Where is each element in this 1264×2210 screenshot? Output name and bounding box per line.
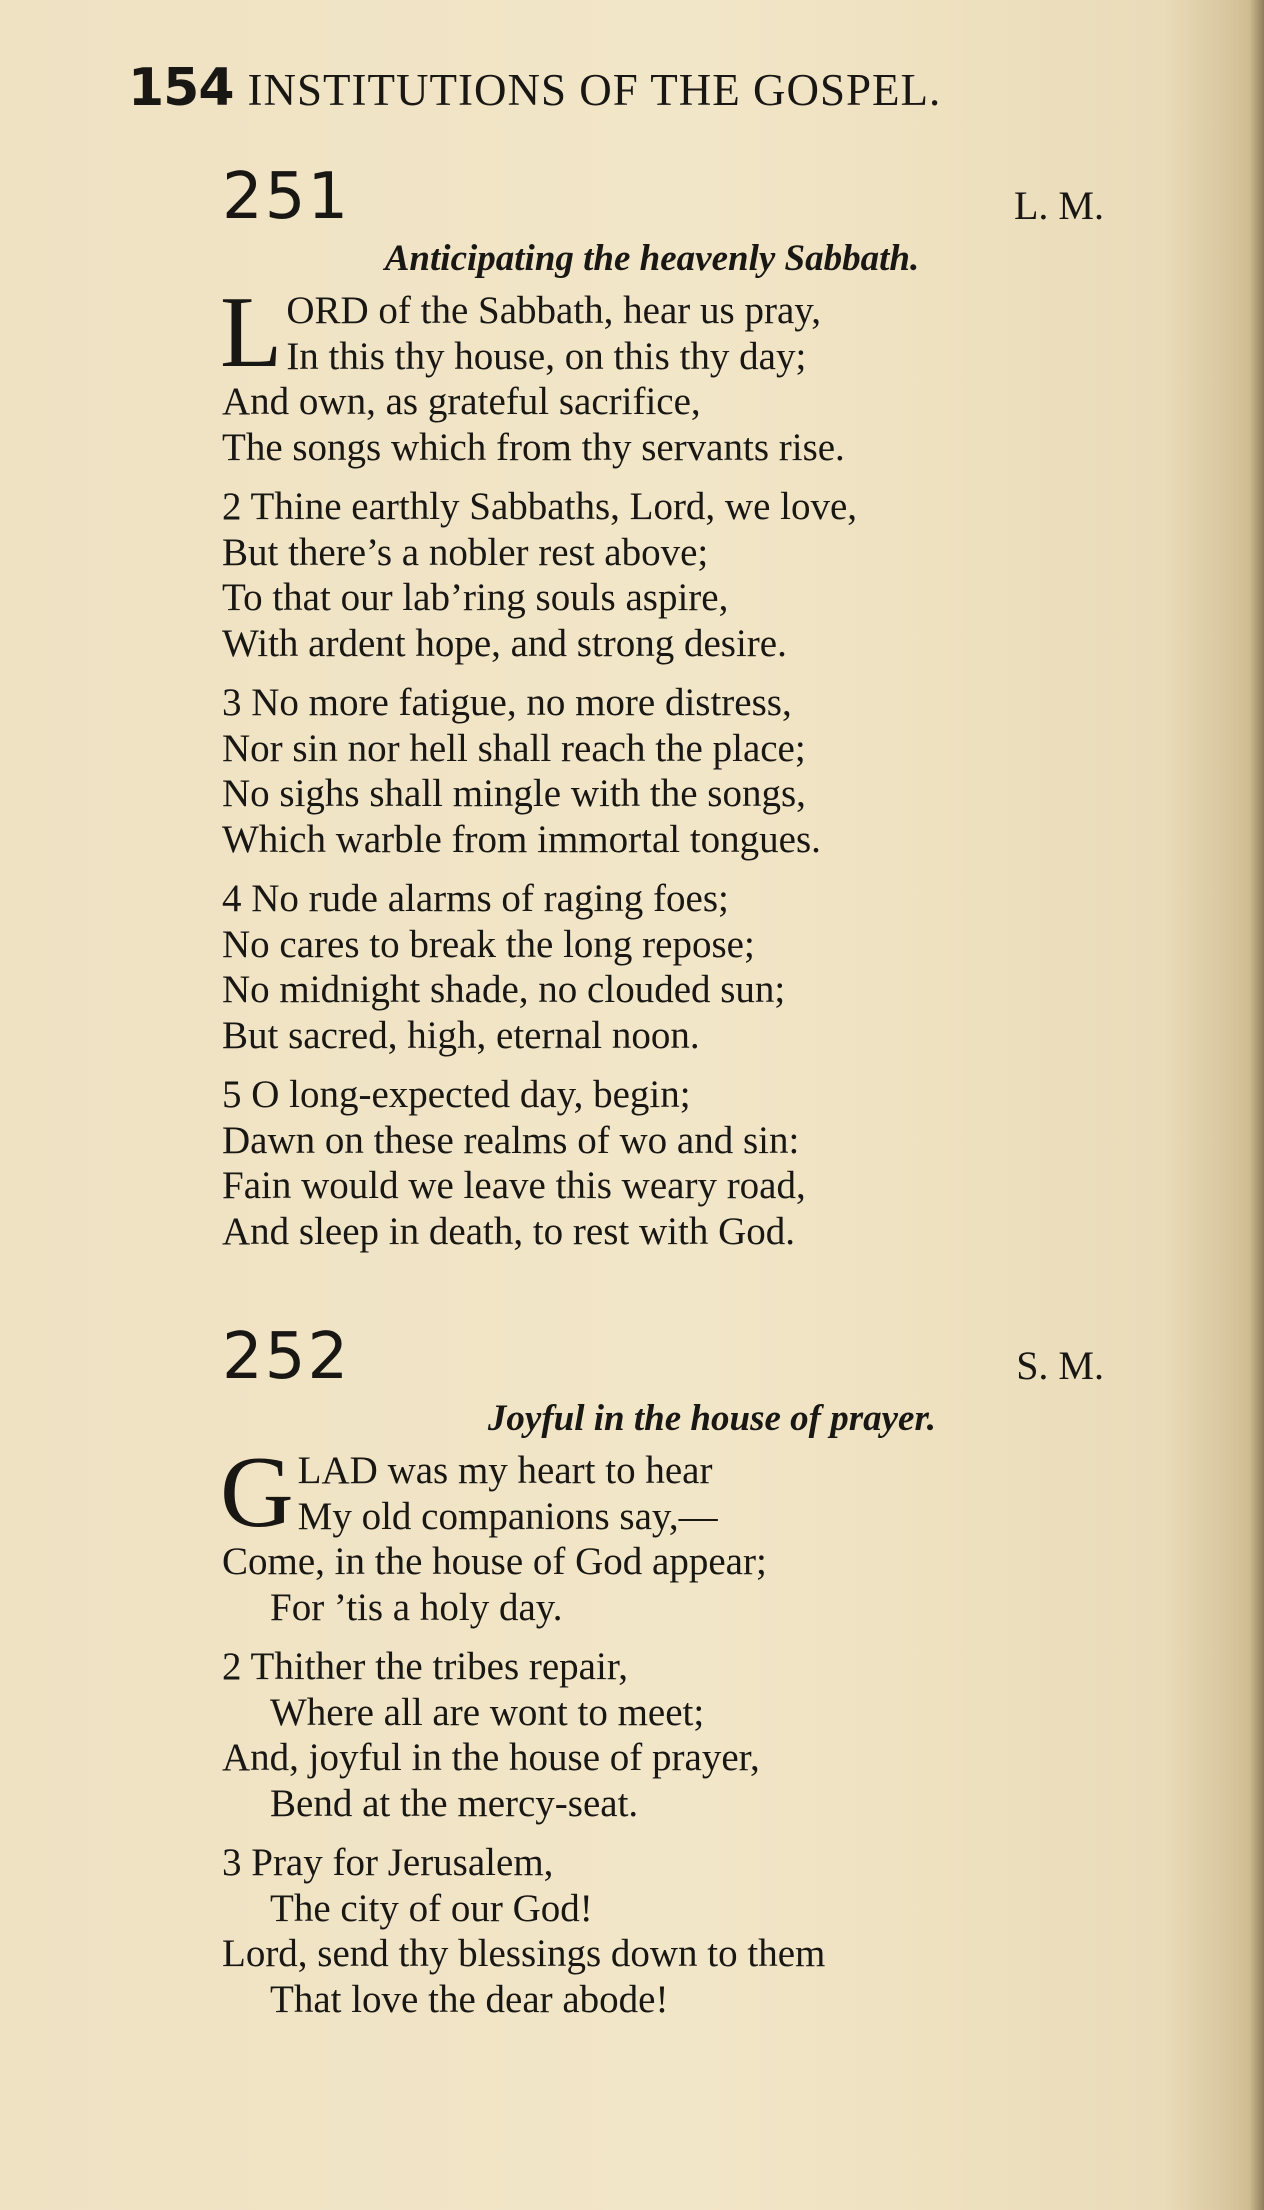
verse-line: 4 No rude alarms of raging foes;: [222, 877, 729, 920]
verse-2: [222, 1644, 1162, 1826]
verse-line: But sacred, high, eternal noon.: [222, 1013, 700, 1057]
hymn-252: [222, 1320, 1162, 2036]
verse-line: Fain would we leave this weary road,: [222, 1164, 806, 1207]
hymn-header: [222, 1320, 1162, 1396]
page-number: 154: [128, 58, 234, 118]
drop-cap: G: [220, 1436, 294, 1549]
verse-line: With ardent hope, and strong desire.: [222, 621, 787, 665]
verse-line: Bend at the mercy-seat.: [270, 1781, 639, 1825]
hymn-251: [222, 160, 1162, 1268]
verse-line: ORD of the Sabbath, hear us pray,: [286, 289, 821, 332]
verse-line: The songs which from thy servants rise.: [222, 425, 845, 469]
verse-line: In this thy house, on this thy day;: [286, 334, 807, 378]
verse-line: And own, as grateful sacrifice,: [222, 380, 701, 423]
verse-line: Lord, send thy blessings down to them: [222, 1932, 826, 1975]
verse-line: Where all are wont to meet;: [270, 1690, 705, 1734]
verse-line: And sleep in death, to rest with God.: [222, 1209, 795, 1253]
page-edge: [1250, 0, 1264, 2210]
verse-2: [222, 484, 1162, 666]
hymn-subtitle: Anticipating the heavenly Sabbath.: [384, 238, 920, 279]
verse-line: To that our lab’ring souls aspire,: [222, 576, 729, 619]
verse-line: 2 Thither the tribes repair,: [222, 1645, 628, 1688]
verse-5: [222, 1072, 1162, 1254]
verse-line: Which warble from immortal tongues.: [222, 817, 821, 861]
verse-1: [220, 1436, 1162, 1630]
verse-line: Dawn on these realms of wo and sin:: [222, 1118, 800, 1162]
hymn-header: [222, 160, 1162, 236]
verse-line: Come, in the house of God appear;: [222, 1540, 767, 1583]
hymn-meter: S. M.: [1016, 1343, 1104, 1388]
verse-line: No cares to break the long repose;: [222, 922, 755, 966]
verse-line: For ’tis a holy day.: [270, 1585, 563, 1629]
verse-line: LAD was my heart to hear: [297, 1449, 713, 1492]
verse-line: No sighs shall mingle with the songs,: [222, 772, 806, 815]
verse-line: And, joyful in the house of prayer,: [222, 1736, 760, 1779]
verse-3: [222, 1840, 1162, 2022]
verse-line: No midnight shade, no clouded sun;: [222, 968, 786, 1011]
verse-line: But there’s a nobler rest above;: [222, 530, 709, 574]
hymn-number: 252: [222, 1320, 351, 1394]
hymn-subtitle: Joyful in the house of prayer.: [487, 1398, 937, 1439]
hymn-number: 251: [222, 160, 351, 234]
verse-line: 5 O long-expected day, begin;: [222, 1073, 691, 1116]
drop-cap: L: [220, 276, 283, 389]
running-head-title: INSTITUTIONS OF THE GOSPEL.: [247, 65, 942, 115]
verse-line: That love the dear abode!: [270, 1977, 669, 2021]
verse-1: [220, 276, 1162, 470]
verse-line: The city of our God!: [270, 1886, 593, 1930]
verse-line: 3 Pray for Jerusalem,: [222, 1841, 554, 1884]
verse-3: [222, 680, 1162, 862]
verse-line: My old companions say,—: [297, 1494, 718, 1538]
verse-line: Nor sin nor hell shall reach the place;: [222, 726, 806, 770]
verse-line: 3 No more fatigue, no more distress,: [222, 681, 792, 724]
running-head: [128, 58, 1128, 128]
hymn-meter: L. M.: [1014, 183, 1104, 228]
verse-4: [222, 876, 1162, 1058]
verse-line: 2 Thine earthly Sabbaths, Lord, we love,: [222, 485, 858, 528]
